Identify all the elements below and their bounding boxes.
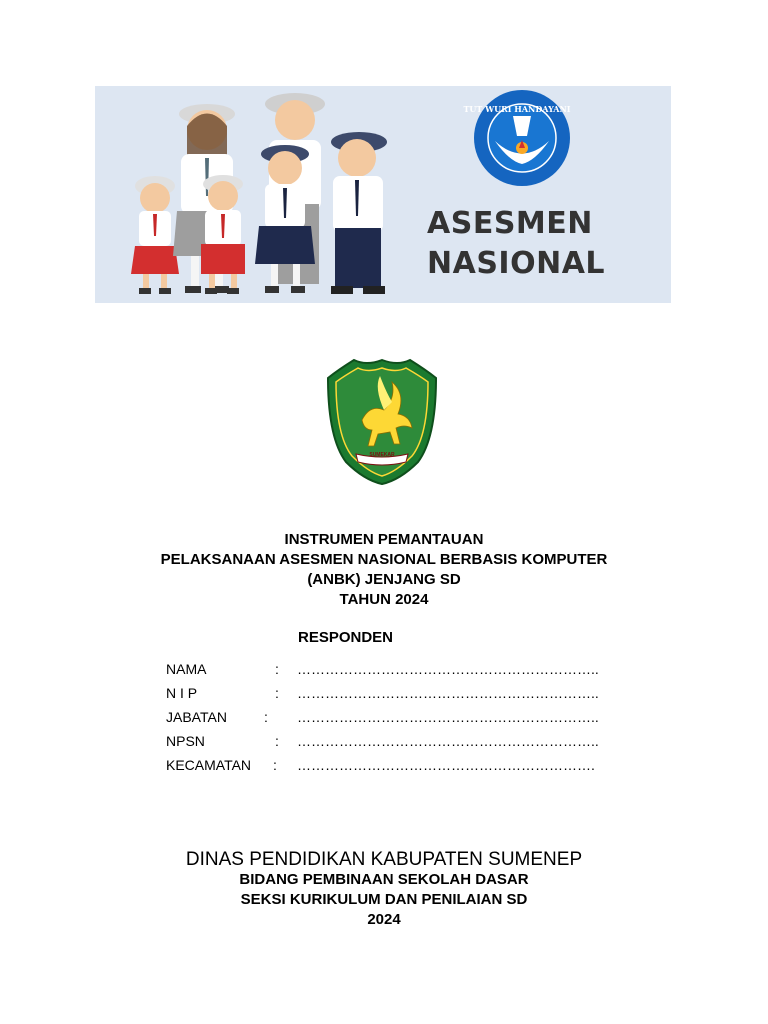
field-colon: : [264, 709, 268, 725]
document-title-line2: PELAKSANAAN ASESMEN NASIONAL BERBASIS KOMPUTER [160, 551, 608, 568]
crest-ribbon-text: SUMEKAR [369, 452, 395, 458]
student-figure-1 [131, 176, 179, 294]
student-figure-6 [331, 132, 387, 294]
asesmen-nasional-banner [95, 86, 671, 303]
sumenep-regency-crest [326, 358, 438, 486]
field-blank[interactable]: ………………………………………………………. [297, 757, 595, 773]
section-name: SEKSI KURIKULUM DAN PENILAIAN SD [240, 891, 528, 908]
footer-year: 2024 [367, 911, 401, 928]
banner-title-line1: ASESMEN [427, 206, 593, 241]
banner-title-line2: NASIONAL [427, 246, 606, 281]
division-name: BIDANG PEMBINAAN SEKOLAH DASAR [239, 871, 529, 888]
field-colon: : [275, 733, 279, 749]
field-label: JABATAN [166, 709, 227, 725]
field-label: NAMA [166, 661, 207, 677]
document-title-line3: (ANBK) JENJANG SD [307, 571, 461, 588]
document-title-line1: INSTRUMEN PEMANTAUAN [284, 531, 484, 548]
agency-name: DINAS PENDIDIKAN KABUPATEN SUMENEP [185, 849, 583, 870]
field-colon: : [275, 685, 279, 701]
field-colon: : [275, 661, 279, 677]
field-label: KECAMATAN [166, 757, 252, 773]
field-colon: : [273, 757, 277, 773]
field-label: N I P [166, 685, 198, 701]
field-blank[interactable]: ……………………………………………………….. [297, 661, 599, 677]
field-blank[interactable]: ……………………………………………………….. [297, 709, 599, 725]
field-blank[interactable]: ……………………………………………………….. [297, 685, 599, 701]
responden-heading: RESPONDEN [298, 629, 394, 646]
field-blank[interactable]: ……………………………………………………….. [297, 733, 599, 749]
banner-title [427, 204, 667, 284]
seal-motto-text: TUT WURI HANDAYANI [463, 104, 571, 114]
document-title-line4: TAHUN 2024 [339, 591, 429, 608]
field-label: NPSN [166, 733, 205, 749]
